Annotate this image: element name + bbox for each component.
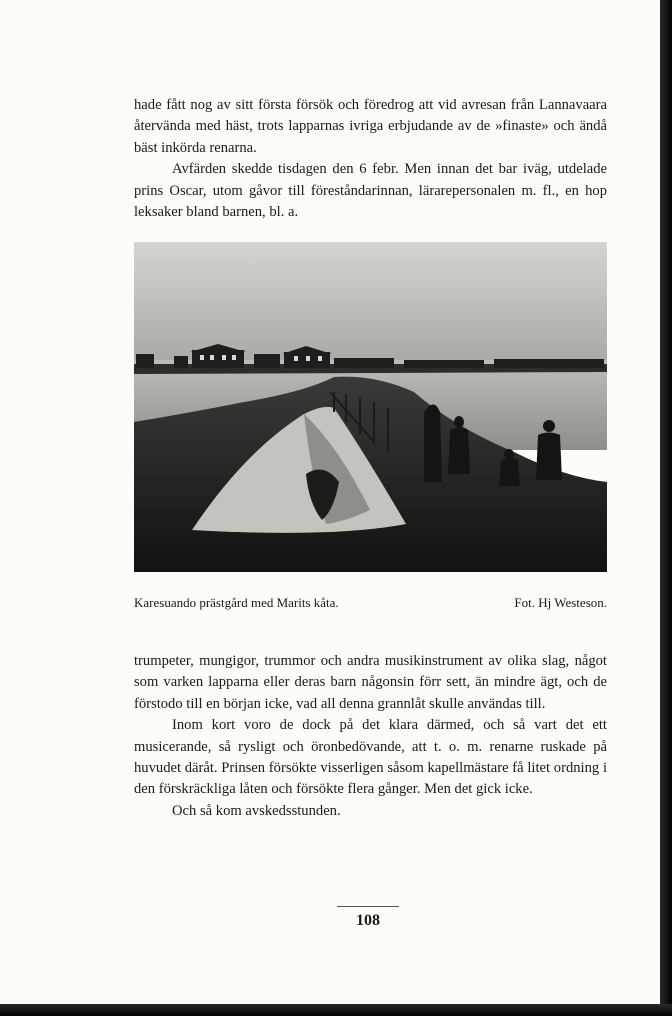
scan-border-right	[660, 0, 672, 1016]
page-number-rule	[337, 906, 399, 907]
paragraph-continued: hade fått nog av sitt första försök och föredrog att vid avresan från Lannavaara återvända med häst, trots lapparnas ivriga erbjudande av de »finaste» och ändå bäst inkörda renarna.	[134, 97, 607, 156]
paragraph-departure: Avfärden skedde tisdagen den 6 febr. Men innan det bar iväg, utdelade prins Oscar, utom gåvor till föreståndarinnan, lärarepersonalen m. fl., en hop leksaker bland barnen, bl. a.	[134, 161, 607, 221]
photo-sky	[134, 242, 607, 362]
paragraph-instruments: trumpeter, mungigor, trummor och andra musikinstrument av olika slag, något som varken lapparna eller deras barn någonsin förr sett, än mindre ägt, och de förstodo till en början icke, vad all denna grannlåt skulle användas till.	[134, 653, 607, 712]
photograph-karesuando	[134, 242, 607, 572]
body-text-bottom	[134, 651, 607, 822]
paragraph-music: Inom kort voro de dock på det klara därmed, och så vart det ett musicerande, så rysligt och öronbedövande, att t. o. m. renarne ruskade på huvudet däråt. Prinsen försökte visserligen såsom kapellmästare få litet ordning i den förskräckliga låten och försökte flera gånger. Men det gick icke.	[134, 717, 607, 798]
photo-credit: Fot. Hj Westeson.	[514, 595, 607, 610]
body-text-top	[134, 95, 607, 223]
photo-illustration	[134, 242, 607, 572]
page-number: 108	[356, 912, 380, 929]
paragraph-farewell: Och så kom avskedsstunden.	[172, 802, 341, 819]
photo-caption	[134, 595, 607, 611]
caption-text: Karesuando prästgård med Marits kåta.	[134, 595, 339, 610]
scan-border-bottom	[0, 1004, 672, 1016]
